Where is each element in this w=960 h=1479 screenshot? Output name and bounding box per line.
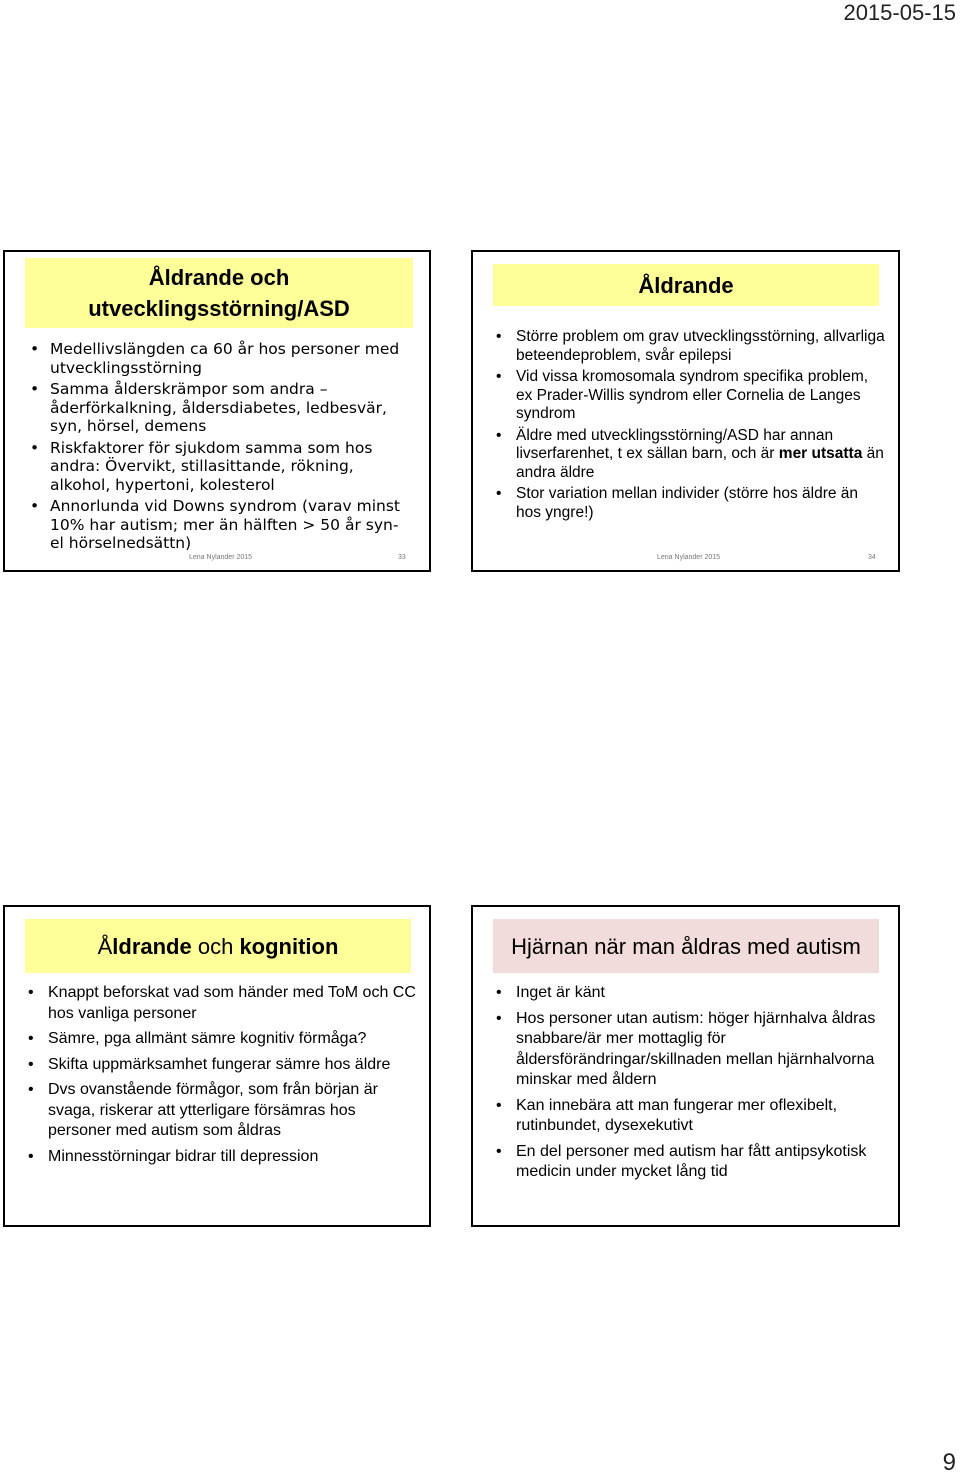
bullet-list — [496, 983, 888, 1188]
list-item-text: än andra äldre — [516, 445, 884, 481]
slide-title-part: ldrande — [112, 933, 192, 959]
list-item: • Större problem om grav utvecklingsstörning, allvarliga beteendeproblem, svår epilepsi — [496, 328, 886, 365]
slide-author: Lena Nylander 2015 — [657, 554, 721, 561]
list-item-text: Äldre med utvecklingsstörning/ASD har annan livserfarenhet, t ex sällan barn, och är — [516, 426, 834, 462]
list-item: • Annorlunda vid Downs syndrom (varav minst 10% har autism; mer än hälften > 50 år syn- el hörselnedsättn) — [30, 497, 410, 553]
slide-34 — [471, 250, 900, 572]
header-date: 2015-05-15 — [843, 0, 956, 25]
slide-title — [25, 919, 411, 973]
slide-title-line2: utvecklingsstörning/ASD — [88, 296, 350, 321]
list-item: • Riskfaktorer för sjukdom samma som hos andra: Övervikt, stillasittande, rökning, alkohol, hypertoni, kolesterol — [30, 439, 410, 495]
page-number: 9 — [942, 1449, 956, 1476]
slide-35 — [3, 905, 431, 1227]
slide-title-part: Å — [97, 933, 113, 959]
slide-33 — [3, 250, 431, 572]
list-item: • Samma ålderskrämpor som andra – åderförkalkning, åldersdiabetes, ledbesvär, syn, hörsel, demens — [30, 380, 410, 436]
slide-title-part: och — [191, 933, 240, 959]
list-item: • Minnesstörningar bidrar till depression — [28, 1147, 420, 1168]
list-item: • Medellivslängden ca 60 år hos personer med utvecklingsstörning — [30, 340, 410, 377]
list-item: • Knappt beforskat vad som händer med ToM och CC hos vanliga personer — [28, 983, 420, 1024]
list-item: • Stor variation mellan individer (större hos äldre än hos yngre!) — [496, 485, 886, 522]
slide-author: Lena Nylander 2015 — [189, 554, 253, 561]
slide-number: 33 — [398, 554, 406, 561]
slide-number: 34 — [868, 554, 876, 561]
list-item: • Sämre, pga allmänt sämre kognitiv förmåga? — [28, 1029, 420, 1050]
list-item: • Skifta uppmärksamhet fungerar sämre hos äldre — [28, 1055, 420, 1076]
bullet-list — [28, 983, 420, 1172]
list-item: • Vid vissa kromosomala syndrom specifika problem, ex Prader-Willis syndrom eller Cornelia de Langes syndrom — [496, 368, 886, 424]
slide-title-part: kognition — [239, 933, 339, 959]
bullet-list — [30, 340, 410, 556]
list-item: • Kan innebära att man fungerar mer oflexibelt, rutinbundet, dysexekutivt — [496, 1096, 888, 1137]
list-item: • Dvs ovanstående förmågor, som från början är svaga, riskerar att ytterligare försämras hos personer med autism som åldras — [28, 1080, 420, 1142]
slide-title: Åldrande — [493, 264, 879, 306]
slide-title — [25, 258, 413, 328]
list-item: • Hos personer utan autism: höger hjärnhalva åldras snabbare/är mer mottaglig för åldersförändringar/skillnaden mellan hjärnhalvorna minskar med åldern — [496, 1009, 888, 1091]
list-item — [496, 427, 886, 483]
list-item: • Inget är känt — [496, 983, 888, 1004]
slide-title: Hjärnan när man åldras med autism — [493, 919, 879, 973]
list-item: • En del personer med autism har fått antipsykotisk medicin under mycket lång tid — [496, 1142, 888, 1183]
slide-title-line1: Åldrande och — [148, 265, 290, 290]
list-item-emphasis: mer utsatta — [778, 445, 863, 462]
slide-36 — [471, 905, 900, 1227]
bullet-list — [496, 328, 886, 525]
